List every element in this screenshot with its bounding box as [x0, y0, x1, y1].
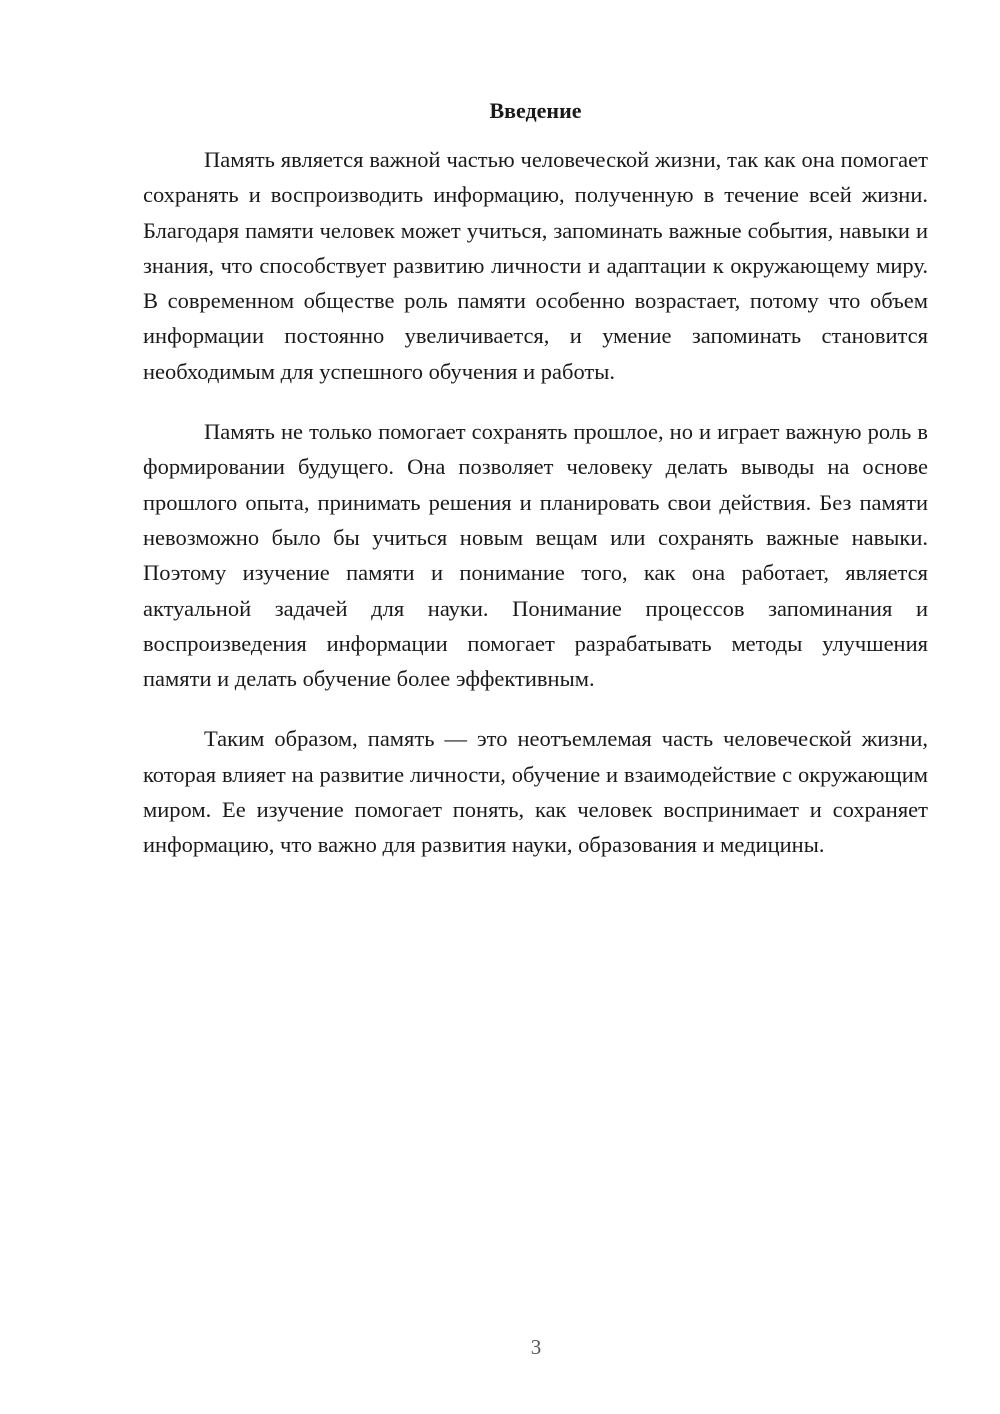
page-number: 3: [530, 1335, 542, 1359]
paragraph-2: Память не только помогает сохранять прошлое, но и играет важную роль в формировании будущего. Она позволяет человеку делать выводы на основе прошлого опыта, принимать решения и планировать свои действия. Без памяти невозможно было бы учиться новым вещам или сохранять важные навыки. Поэтому изучение памяти и понимание того, как она работает, является актуальной задачей для науки. Понимание процессов запоминания и воспроизведения информации помогает разрабатывать методы улучшения памяти и делать обучение более эффективным.: [143, 419, 928, 692]
paragraph-1: Память является важной частью человеческой жизни, так как она помогает сохранять и воспроизводить информацию, полученную в течение всей жизни. Благодаря памяти человек может учиться, запоминать важные события, навыки и знания, что способствует развитию личности и адаптации к окружающему миру. В современном обществе роль памяти особенно возрастает, потому что объем информации постоянно увеличивается, и умение запоминать становится необходимым для успешного обучения и работы.: [143, 147, 928, 384]
body-text: [143, 142, 928, 888]
paragraph-3: Таким образом, память — это неотъемлемая часть человеческой жизни, которая влияет на развитие личности, обучение и взаимодействие с окружающим миром. Ее изучение помогает понять, как человек воспринимает и сохраняет информацию, что важно для развития науки, образования и медицины.: [143, 726, 928, 858]
section-heading: Введение: [489, 98, 582, 123]
